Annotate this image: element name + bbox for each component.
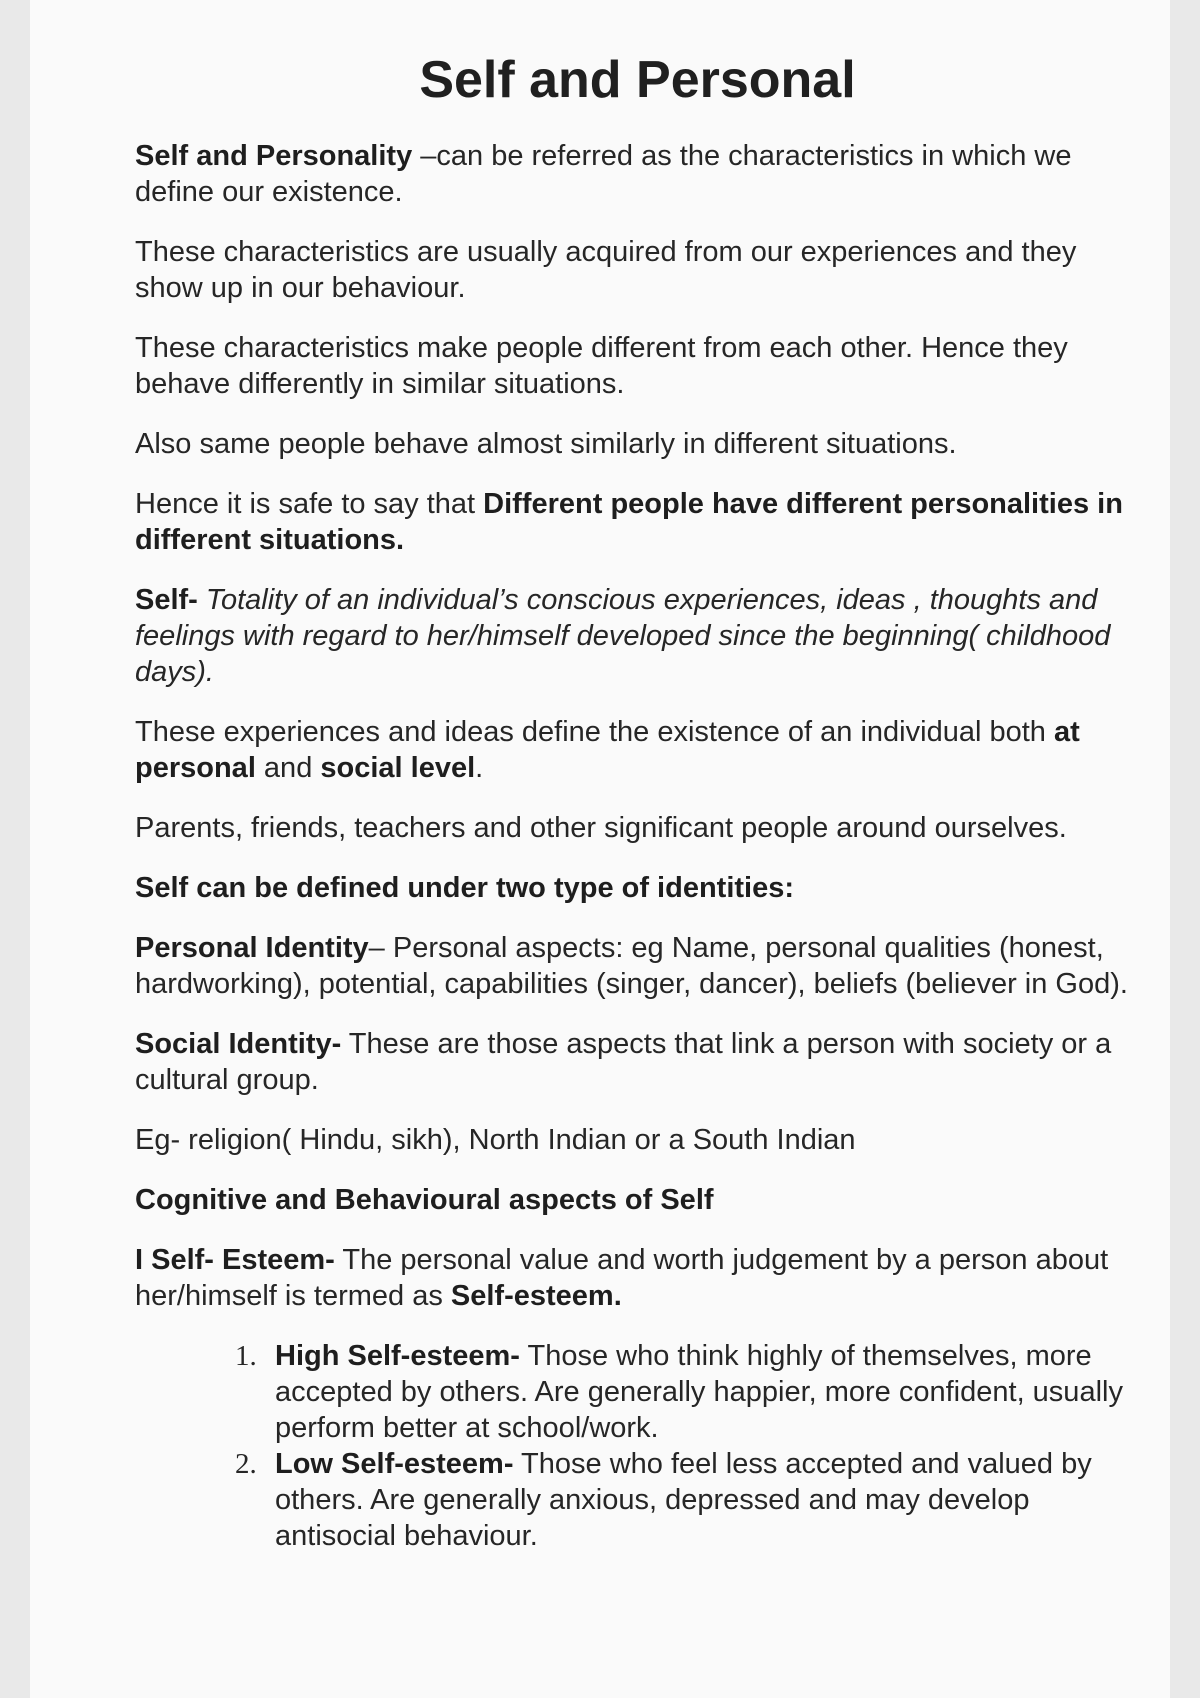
- paragraph-personal-identity: Personal Identity– Personal aspects: eg Name, personal qualities (honest, hardworking), potential, capabilities (singer, dancer), beliefs (believer in God).: [135, 932, 1128, 1000]
- paragraph-experiences-ideas: These experiences and ideas define the existence of an individual both at personal and social level.: [135, 716, 1080, 784]
- paragraph-characteristics-differ: These characteristics make people different from each other. Hence they behave differently in similar situations.: [135, 332, 1068, 400]
- paragraph-self-esteem: I Self- Esteem- The personal value and worth judgement by a person about her/himself is termed as Self-esteem.: [135, 1244, 1109, 1312]
- paragraph-same-people: Also same people behave almost similarly in different situations.: [135, 428, 957, 460]
- paragraph-characteristics-acquired: These characteristics are usually acquired from our experiences and they show up in our behaviour.: [135, 236, 1077, 304]
- page-title: Self and Personal: [419, 51, 856, 109]
- paragraph-self-definition: Self- Totality of an individual’s conscious experiences, ideas , thoughts and feelings with regard to her/himself developed since the beginning( childhood days).: [135, 584, 1111, 688]
- paragraph-self-and-personality: Self and Personality –can be referred as the characteristics in which we define our existence.: [135, 140, 1072, 208]
- paragraph-example: Eg- religion( Hindu, sikh), North Indian or a South Indian: [135, 1124, 856, 1156]
- self-esteem-list: [135, 1338, 1130, 1554]
- term: Self and Personality: [135, 140, 413, 172]
- list-item: 2. Low Self-esteem- Those who feel less accepted and valued by others. Are generally anxious, depressed and may develop antisocial behaviour.: [235, 1448, 1092, 1552]
- paragraph-significant-people: Parents, friends, teachers and other significant people around ourselves.: [135, 812, 1067, 844]
- heading-two-identities: Self can be defined under two type of identities:: [135, 872, 795, 904]
- paragraph-conclusion: Hence it is safe to say that Different people have different personalities in different situations.: [135, 488, 1123, 556]
- heading-cognitive-behavioural: Cognitive and Behavioural aspects of Self: [135, 1184, 714, 1216]
- paragraph-social-identity: Social Identity- These are those aspects that link a person with society or a cultural group.: [135, 1028, 1112, 1096]
- document-page: [30, 0, 1170, 1698]
- list-item: 1. High Self-esteem- Those who think highly of themselves, more accepted by others. Are generally happier, more confident, usually perform better at school/work.: [235, 1340, 1123, 1444]
